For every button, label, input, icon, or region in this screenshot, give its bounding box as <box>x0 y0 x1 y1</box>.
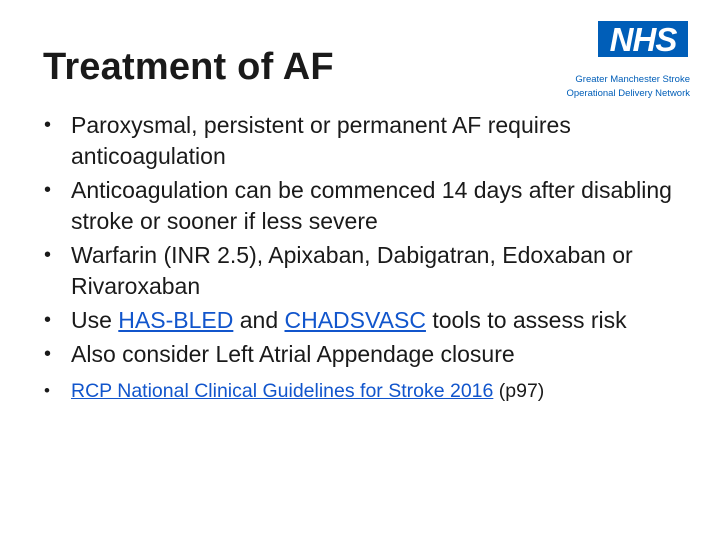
rcp-guidelines-link[interactable]: RCP National Clinical Guidelines for Stroke 2016 <box>71 380 494 402</box>
bullet-dot: • <box>44 244 52 266</box>
bullet-item <box>44 305 694 336</box>
bullet-text: Anticoagulation can be commenced 14 days after disabling stroke or sooner if less severe <box>71 177 672 234</box>
bullet-dot: • <box>44 179 52 201</box>
nhs-logo <box>598 21 688 57</box>
bullet-item <box>44 175 694 237</box>
org-line-2: Operational Delivery Network <box>566 88 690 99</box>
bullet-text: Warfarin (INR 2.5), Apixaban, Dabigatran, Edoxaban or Rivaroxaban <box>71 242 633 299</box>
has-bled-link[interactable]: HAS-BLED <box>118 307 234 333</box>
bullet-dot: • <box>44 309 52 331</box>
bullet-item-reference <box>44 376 694 406</box>
bullet-text-post: tools to assess risk <box>425 307 627 333</box>
org-line-1: Greater Manchester Stroke <box>575 74 690 85</box>
bullet-list <box>44 110 694 409</box>
bullet-text: Paroxysmal, persistent or permanent AF requires anticoagulation <box>71 112 571 169</box>
slide-title: Treatment of AF <box>43 46 334 88</box>
bullet-text-post: (p97) <box>493 380 545 402</box>
nhs-logo-text: NHS <box>609 20 677 58</box>
bullet-item <box>44 339 694 370</box>
bullet-dot: • <box>44 114 52 136</box>
organization-name <box>566 73 690 101</box>
bullet-item <box>44 240 694 302</box>
bullet-text-pre: Use <box>71 307 119 333</box>
bullet-item <box>44 110 694 172</box>
bullet-text: Also consider Left Atrial Appendage closure <box>71 341 515 367</box>
bullet-text-mid: and <box>233 307 285 333</box>
bullet-dot: • <box>44 381 50 400</box>
bullet-dot: • <box>44 343 52 365</box>
chadsvasc-link[interactable]: CHADSVASC <box>284 307 426 333</box>
